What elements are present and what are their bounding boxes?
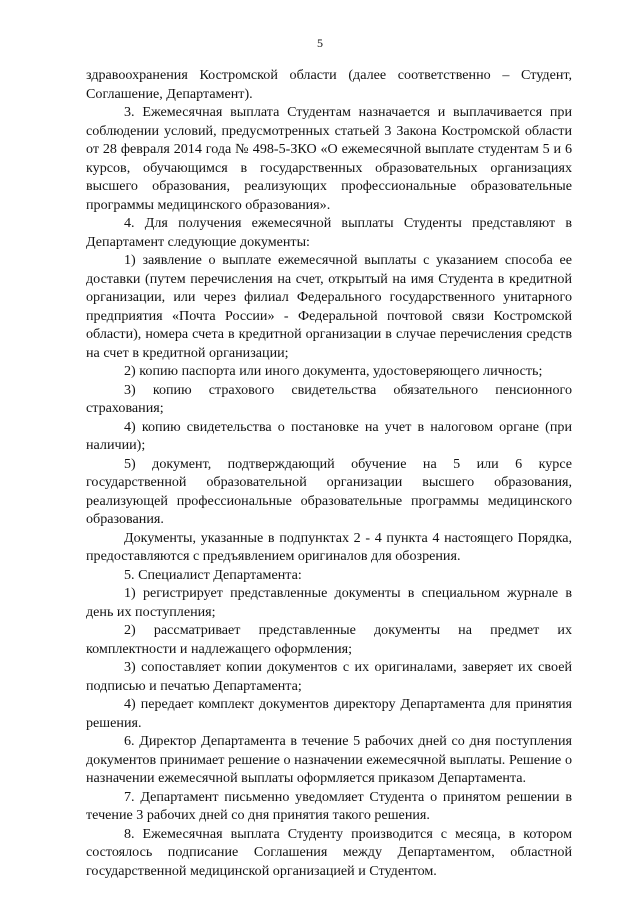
subitem-5-4: 4) передает комплект документов директору Департамента для принятия решения. <box>86 696 572 731</box>
subitem-4-4: 4) копию свидетельства о постановке на учет в налоговом органе (при наличии); <box>86 418 572 453</box>
subitem-4-1: 1) заявление о выплате ежемесячной выплаты с указанием способа ее доставки (путем перечисления на счет, открытый на имя Студента в кредитной организации, или через филиал Федерального государственного унитарного предприятия «Почта России» - Федеральной почтовой связи Костромской области), номера счета в кредитной организации в случае перечисления средств на счет в кредитной организации; <box>86 252 572 361</box>
document-body <box>86 66 572 880</box>
paragraph-continuation: здравоохранения Костромской области (далее соответственно – Студент, Соглашение, Департамент). <box>86 67 572 102</box>
subitem-5-1: 1) регистрирует представленные документы в специальном журнале в день их поступления; <box>86 585 572 620</box>
paragraph-item-4: 4. Для получения ежемесячной выплаты Студенты представляют в Департамент следующие документы: <box>86 215 572 250</box>
paragraph-item-5: 5. Специалист Департамента: <box>124 566 302 583</box>
subitem-5-3: 3) сопоставляет копии документов с их оригиналами, заверяет их своей подписью и печатью Департамента; <box>86 659 572 694</box>
subitem-5-2: 2) рассматривает представленные документы на предмет их комплектности и надлежащего оформления; <box>86 622 572 657</box>
subitem-4-2: 2) копию паспорта или иного документа, удостоверяющего личность; <box>124 363 543 379</box>
paragraph-item-6: 6. Директор Департамента в течение 5 рабочих дней со дня поступления документов принимает решение о назначении ежемесячной выплаты. Решение о назначении ежемесячной выплаты оформляется приказом Департамента. <box>86 733 572 786</box>
paragraph-item-7: 7. Департамент письменно уведомляет Студента о принятом решении в течение 3 рабочих дней со дня принятия такого решения. <box>86 788 572 823</box>
paragraph-item-8: 8. Ежемесячная выплата Студенту производится с месяца, в котором состоялось подписание Соглашения между Департаментом, областной государственной медицинской организацией и Студентом. <box>86 825 572 879</box>
subitem-4-5: 5) документ, подтверждающий обучение на 5 или 6 курсе государственной образовательной организации высшего образования, реализующей профессиональные образовательные программы медицинского образования. <box>86 455 572 527</box>
subitem-4-3: 3) копию страхового свидетельства обязательного пенсионного страхования; <box>86 381 572 416</box>
page-number: 5 <box>317 36 323 50</box>
paragraph-item-3: 3. Ежемесячная выплата Студентам назначается и выплачивается при соблюдении условий, предусмотренных статьей 3 Закона Костромской области от 28 февраля 2014 года № 498-5-ЗКО «О ежемесячной выплате студентам 5 и 6 курсов, обучающимся в государственных образовательных организациях высшего образования, реализующих профессиональные образовательные программы медицинского образования». <box>86 104 572 213</box>
paragraph-originals-note: Документы, указанные в подпунктах 2 - 4 пункта 4 настоящего Порядка, предоставляются с предъявлением оригиналов для обозрения. <box>86 529 572 564</box>
